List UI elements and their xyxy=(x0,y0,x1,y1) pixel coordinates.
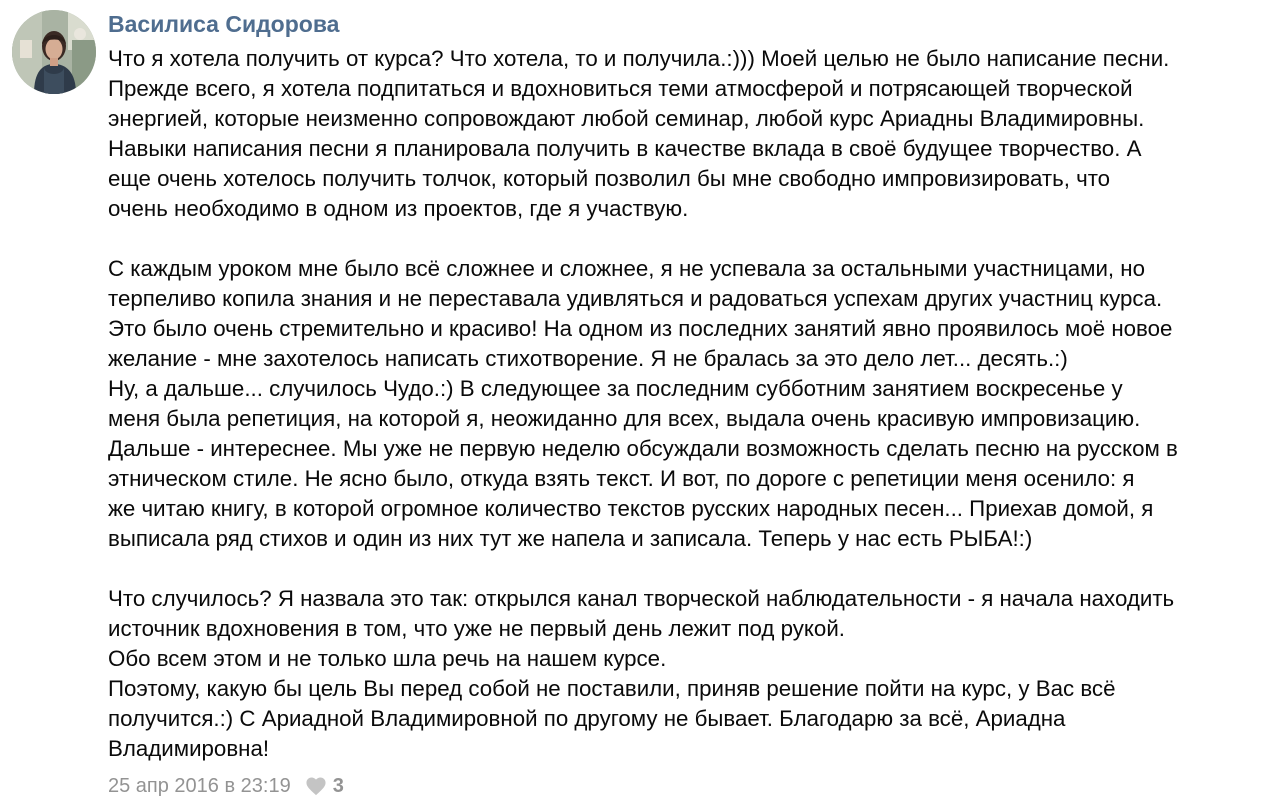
comment-line: Дальше - интереснее. Мы уже не первую неделю обсуждали возможность сделать песню на русском в xyxy=(108,436,1178,461)
paragraph-gap xyxy=(108,554,1274,584)
heart-icon xyxy=(305,776,327,796)
author-avatar[interactable] xyxy=(12,10,96,94)
comment-line: С каждым уроком мне было всё сложнее и сложнее, я не успевала за остальными участницами, но xyxy=(108,256,1146,281)
comment-line: желание - мне захотелось написать стихотворение. Я не бралась за это дело лет... десять.:) xyxy=(108,346,1068,371)
comment-line: источник вдохновения в том, что уже не первый день лежит под рукой. xyxy=(108,616,845,641)
author-name[interactable]: Василиса Сидорова xyxy=(108,11,340,37)
comment-paragraph xyxy=(108,584,1274,764)
comment-footer xyxy=(108,772,344,800)
comment-line: Прежде всего, я хотела подпитаться и вдохновиться теми атмосферой и потрясающей творческой xyxy=(108,76,1133,101)
comment-line: очень необходимо в одном из проектов, где я участвую. xyxy=(108,196,689,221)
comment-line: Обо всем этом и не только шла речь на нашем курсе. xyxy=(108,646,667,671)
comment-line: Поэтому, какую бы цель Вы перед собой не поставили, приняв решение пойти на курс, у Вас всё xyxy=(108,676,1116,701)
comment-line: же читаю книгу, в которой огромное количество текстов русских народных песен... Приехав домой, я xyxy=(108,496,1154,521)
comment-paragraph xyxy=(108,44,1274,224)
paragraph-gap xyxy=(108,224,1274,254)
comment-line: терпеливо копила знания и не переставала удивляться и радоваться успехам других участниц курса. xyxy=(108,286,1163,311)
comment-line: энергией, которые неизменно сопровождают любой семинар, любой курс Ариадны Владимировны. xyxy=(108,106,1145,131)
user-photo xyxy=(12,10,96,94)
comment-line: выписала ряд стихов и один из них тут же напела и записала. Теперь у нас есть РЫБА!:) xyxy=(108,526,1033,551)
comment-line: Что случилось? Я назвала это так: открылся канал творческой наблюдательности - я начала находить xyxy=(108,586,1175,611)
comment-line: Ну, а дальше... случилось Чудо.:) В следующее за последним субботним занятием воскресенье у xyxy=(108,376,1123,401)
like-count: 3 xyxy=(332,774,344,797)
comment-line: еще очень хотелось получить толчок, который позволил бы мне свободно импровизировать, что xyxy=(108,166,1111,191)
comment-line: получится.:) С Ариадной Владимировной по другому не бывает. Благодарю за всё, Ариадна xyxy=(108,706,1066,731)
like-button[interactable] xyxy=(305,775,344,798)
comment-paragraph xyxy=(108,254,1274,554)
comment-line: этническом стиле. Не ясно было, откуда взять текст. И вот, по дороге с репетиции меня осенило: я xyxy=(108,466,1135,491)
comment-text xyxy=(108,44,1274,764)
comment-line: Навыки написания песни я планировала получить в качестве вклада в своё будущее творчество. А xyxy=(108,136,1142,161)
comment-timestamp[interactable]: 25 апр 2016 в 23:19 xyxy=(108,774,291,797)
comment-line: меня была репетиция, на которой я, неожиданно для всех, выдала очень красивую импровизацию. xyxy=(108,406,1141,431)
comment-line: Что я хотела получить от курса? Что хотела, то и получила.:))) Моей целью не было написание песни. xyxy=(108,46,1170,71)
comment-line: Владимировна! xyxy=(108,736,270,761)
comment-line: Это было очень стремительно и красиво! На одном из последних занятий явно проявилось моё новое xyxy=(108,316,1173,341)
